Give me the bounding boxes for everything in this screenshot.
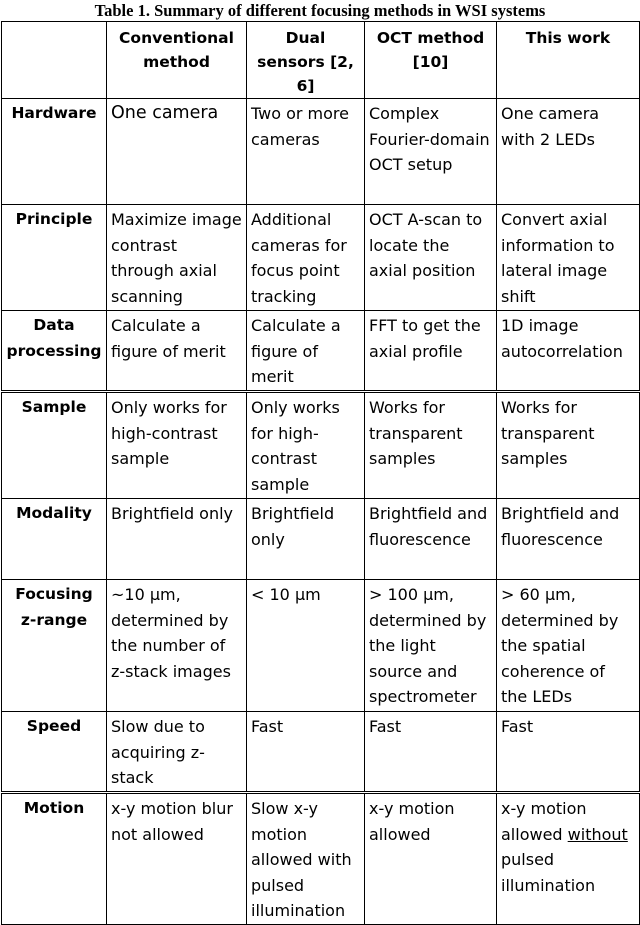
table-cell: Fast: [365, 712, 497, 793]
table-cell: < 10 μm: [247, 580, 365, 712]
row-label: Focusing z-range: [2, 580, 107, 712]
table-row-focusing-z-range: [2, 580, 640, 712]
table-cell: Brightfield and fluorescence: [497, 499, 640, 580]
table-cell: Calculate a figure of merit: [247, 311, 365, 392]
header-this-work: This work: [497, 22, 640, 99]
comparison-table: [1, 21, 640, 925]
table-row-data-processing: [2, 311, 640, 392]
row-label: Modality: [2, 499, 107, 580]
table-row-principle: [2, 205, 640, 311]
table-cell: Fast: [247, 712, 365, 793]
header-conventional-method: Conventional method: [107, 22, 247, 99]
table-cell: Complex Fourier-domain OCT setup: [365, 99, 497, 205]
row-label: Principle: [2, 205, 107, 311]
table-cell: 1D image autocorrelation: [497, 311, 640, 392]
header-dual-sensors: Dual sensors [2, 6]: [247, 22, 365, 99]
table-cell: Works for transparent samples: [497, 392, 640, 499]
table-cell: x-y motion blur not allowed: [107, 793, 247, 925]
table-cell: Additional cameras for focus point tracking: [247, 205, 365, 311]
table-cell: ~10 μm, determined by the number of z-stack images: [107, 580, 247, 712]
table-cell: x-y motion allowed: [365, 793, 497, 925]
table-cell: Brightfield only: [247, 499, 365, 580]
table-cell: Maximize image contrast through axial scanning: [107, 205, 247, 311]
header-empty: [2, 22, 107, 99]
table-row-modality: [2, 499, 640, 580]
cell-text-tail: pulsed illumination: [501, 850, 596, 895]
table-cell: > 60 μm, determined by the spatial coherence of the LEDs: [497, 580, 640, 712]
table-row-speed: [2, 712, 640, 793]
cell-text: x-y motion allowed: [501, 799, 587, 844]
table-cell-motion-this-work: [497, 793, 640, 925]
table-cell: OCT A-scan to locate the axial position: [365, 205, 497, 311]
table-cell: Only works for high-contrast sample: [247, 392, 365, 499]
table-cell: Convert axial information to lateral image shift: [497, 205, 640, 311]
table-row-motion: [2, 793, 640, 925]
row-label: Hardware: [2, 99, 107, 205]
table-header-row: [2, 22, 640, 99]
row-label: Motion: [2, 793, 107, 925]
row-label: Sample: [2, 392, 107, 499]
row-label: Data processing: [2, 311, 107, 392]
table-row-sample: [2, 392, 640, 499]
table-cell: One camera: [107, 99, 247, 205]
table-cell: Calculate a figure of merit: [107, 311, 247, 392]
header-oct-method: OCT method [10]: [365, 22, 497, 99]
row-label: Speed: [2, 712, 107, 793]
table-cell: Two or more cameras: [247, 99, 365, 205]
underlined-word: without: [567, 824, 628, 844]
table-cell: Brightfield only: [107, 499, 247, 580]
table-cell: Works for transparent samples: [365, 392, 497, 499]
table-caption: Table 1. Summary of different focusing methods in WSI systems: [94, 1, 546, 20]
table-cell: Only works for high-contrast sample: [107, 392, 247, 499]
table-cell: One camera with 2 LEDs: [497, 99, 640, 205]
table-cell: Slow due to acquiring z-stack: [107, 712, 247, 793]
table-cell: Slow x-y motion allowed with pulsed illumination: [247, 793, 365, 925]
table-cell: > 100 μm, determined by the light source and spectrometer: [365, 580, 497, 712]
table-cell: Brightfield and fluorescence: [365, 499, 497, 580]
table-cell: Fast: [497, 712, 640, 793]
table-cell: FFT to get the axial profile: [365, 311, 497, 392]
table-row-hardware: [2, 99, 640, 205]
